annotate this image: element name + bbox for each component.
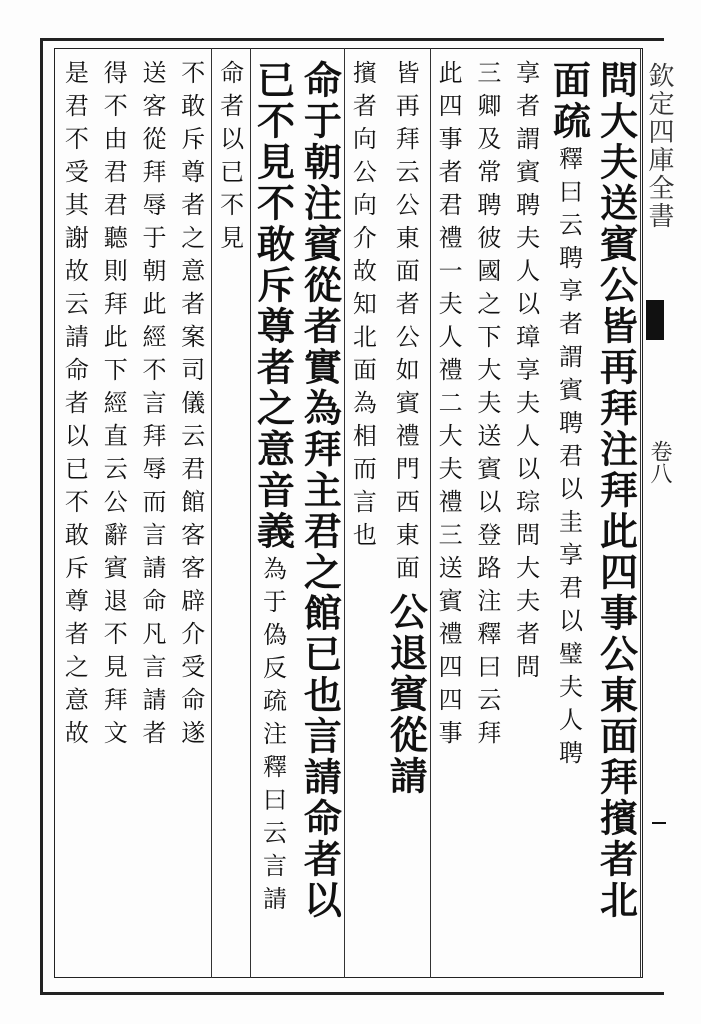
text-column-segment: 命者以已不見 [215,60,244,258]
column-divider [640,48,641,978]
book-title: 欽定四庫全書 [644,62,674,230]
text-column-segment: 得不由君君聽則拜此下經直云公辭賓退不見拜文 [99,60,128,753]
text-column-segment: 公退賓從請 [383,592,429,797]
text-column-segment: 送客從拜辱于朝此經不言拜辱而言請命凡言請者 [137,60,166,753]
column-divider [430,48,431,978]
text-column-segment: 不敢斥尊者之意者案司儀云君館客客辟介受命遂 [176,60,205,753]
text-column-segment: 釋曰云聘享者謂賓聘君以圭享君以璧夫人聘 [554,146,583,773]
text-column-segment: 三卿及常聘彼國之下大夫送賓以登路注釋曰云拜 [472,60,501,753]
column-divider [344,48,345,978]
text-column-segment: 皆再拜云公東面者公如賓禮門西東面 [391,60,420,588]
text-column-segment: 此四事者君禮一夫人禮二大夫禮三送賓禮四四事 [434,60,463,753]
text-column-segment: 命于朝注賓從者實為拜主君之館已也言請命者以 [297,60,343,921]
text-column-segment: 擯者向公向介故知北面為相而言也 [348,60,377,555]
edge-tick [652,822,666,824]
text-column-segment: 為于偽反疏注釋曰云言請 [258,556,287,919]
fishtail-marker [646,300,664,340]
text-column-segment: 已不見不敢斥尊者之意音義 [250,60,296,552]
text-column-segment: 享者謂賓聘夫人以璋享夫人以琮問大夫者問 [511,60,540,687]
column-divider [250,48,251,978]
text-column-segment: 問大夫送賓公皆再拜注拜此四事公東面拜擯者北 [593,60,639,921]
column-divider [211,48,212,978]
text-column-segment: 是君不受其謝故云請命者以已不敢斥尊者之意故 [60,60,89,753]
volume-label: 卷八 [647,440,672,484]
text-column-segment: 面疏 [546,60,592,142]
